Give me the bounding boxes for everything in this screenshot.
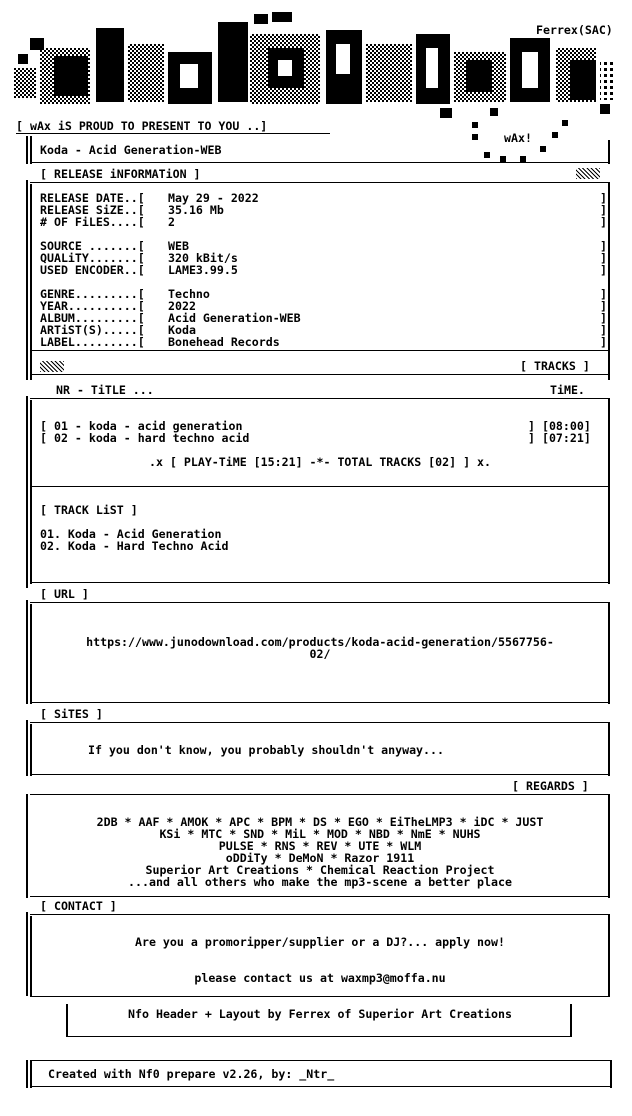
info-close: ] [600, 287, 607, 301]
tracks-shade-left [40, 361, 64, 372]
tracklist-box-left [26, 488, 28, 588]
tracks-summary: .x [ PLAY-TiME [15:21] -*- TOTAL TRACKS [02] ] x. [148, 455, 492, 469]
info-box-bottom [30, 350, 610, 351]
name-box-right [608, 140, 610, 164]
info-label: QUALiTY.......[ [40, 251, 145, 265]
sites-box-left-inner [30, 724, 32, 776]
info-box-left [26, 180, 28, 380]
release-name: Koda - Acid Generation-WEB [40, 143, 222, 157]
info-value: May 29 - 2022 [168, 191, 259, 205]
tracks-box-right [608, 398, 610, 488]
tracks-col-title: NR - TiTLE ... [56, 383, 154, 397]
track-row: [ 02 - koda - hard techno acid [40, 431, 250, 445]
regards-line: PULSE * RNS * REV * UTE * WLM [218, 839, 422, 853]
contact-line: Are you a promoripper/supplier or a DJ?... apply now! [135, 935, 505, 949]
info-label: USED ENCODER..[ [40, 263, 145, 277]
contact-top-rule [30, 914, 610, 915]
name-box-bottom [30, 162, 610, 163]
url-box-bottom [30, 702, 610, 703]
info-close: ] [600, 323, 607, 337]
wax-tag: wAx! [504, 131, 532, 145]
release-info-heading: [ RELEASE iNFORMATiON ] [40, 167, 201, 181]
track-row: [ 01 - koda - acid generation [40, 419, 243, 433]
url-link[interactable]: https://www.junodownload.com/products/koda-acid-generation/5567756- [86, 635, 554, 649]
info-label: YEAR..........[ [40, 299, 145, 313]
proud-underline [16, 133, 330, 134]
footer-box-left [26, 1060, 28, 1088]
info-close: ] [600, 251, 607, 265]
tracklist-item: 01. Koda - Acid Generation [40, 527, 222, 541]
info-value: 320 kBit/s [168, 251, 238, 265]
track-time: ] [08:00] [528, 419, 591, 433]
tracks-heading-rule [30, 374, 610, 375]
info-value: LAME3.99.5 [168, 263, 238, 277]
regards-line: oDDiTy * DeMoN * Razor 1911 [225, 851, 415, 865]
regards-line: KSi * MTC * SND * MiL * MOD * NBD * NmE * NUHS [159, 827, 481, 841]
tracklist-box-right [608, 488, 610, 584]
info-value: Acid Generation-WEB [168, 311, 301, 325]
layout-credit: Nfo Header + Layout by Ferrex of Superior Art Creations [128, 1007, 512, 1021]
tracks-box-left [26, 396, 28, 488]
info-label: RELEASE DATE..[ [40, 191, 145, 205]
info-label: GENRE.........[ [40, 287, 145, 301]
info-close: ] [600, 335, 607, 349]
sites-text: If you don't know, you probably shouldn't anyway... [88, 743, 444, 757]
regards-line: ...and all others who make the mp3-scene a better place [128, 875, 512, 889]
info-value: 2 [168, 215, 175, 229]
name-box-left [26, 136, 28, 164]
regards-box-bottom [30, 896, 610, 897]
footer-text: Created with Nf0 prepare v2.26, by: _Ntr_ [48, 1067, 335, 1081]
sites-box-bottom [30, 774, 610, 775]
info-close: ] [600, 311, 607, 325]
regards-top-rule [30, 794, 610, 795]
track-time: ] [07:21] [528, 431, 591, 445]
tracklist-item: 02. Koda - Hard Techno Acid [40, 539, 229, 553]
contact-email-line[interactable]: please contact us at waxmp3@moffa.nu [194, 971, 446, 985]
info-box-top [30, 182, 610, 183]
heading-shade-right [576, 168, 600, 179]
tracks-heading: [ TRACKS ] [520, 359, 590, 373]
sites-top-rule [30, 722, 610, 723]
info-value: Koda [168, 323, 196, 337]
tracklist-box-left-inner [30, 488, 32, 584]
footer-box-left-inner [30, 1060, 32, 1088]
header-credit: Ferrex(SAC) [536, 23, 613, 37]
contact-heading: [ CONTACT ] [40, 899, 117, 913]
url-top-rule [30, 602, 610, 603]
url-link-cont[interactable]: 02/ [309, 647, 331, 661]
info-value: 35.16 Mb [168, 203, 224, 217]
info-label: RELEASE SiZE..[ [40, 203, 145, 217]
url-heading: [ URL ] [40, 587, 89, 601]
info-label: ARTiST(S).....[ [40, 323, 145, 337]
contact-box-bottom [30, 996, 610, 997]
info-value: 2022 [168, 299, 196, 313]
proud-line: [ wAx iS PROUD TO PRESENT TO YOU ..] [16, 119, 268, 133]
tracks-col-time: TiME. [550, 383, 585, 397]
info-close: ] [600, 263, 607, 277]
info-close: ] [600, 215, 607, 229]
tracks-col-rule [30, 398, 610, 399]
sites-heading: [ SiTES ] [40, 707, 103, 721]
contact-box-left [26, 912, 28, 996]
name-box-left-inner [30, 136, 32, 164]
tracklist-heading: [ TRACK LiST ] [40, 503, 138, 517]
tracklist-box-bottom [30, 582, 610, 583]
tracks-box-left-inner [30, 400, 32, 488]
regards-line: Superior Art Creations * Chemical Reaction Project [145, 863, 495, 877]
info-label: ALBUM.........[ [40, 311, 145, 325]
footer-box-right [610, 1060, 612, 1088]
contact-box-left-inner [30, 916, 32, 996]
info-close: ] [600, 191, 607, 205]
sites-box-right [608, 722, 610, 776]
regards-line: 2DB * AAF * AMOK * APC * BPM * DS * EGO * EiTheLMP3 * iDC * JUST [96, 815, 544, 829]
regards-heading: [ REGARDS ] [512, 779, 589, 793]
regards-box-left [26, 794, 28, 898]
info-close: ] [600, 299, 607, 313]
wax-logo [10, 8, 626, 120]
sites-box-left [26, 720, 28, 776]
info-value: Bonehead Records [168, 335, 280, 349]
footer-box-bottom [30, 1086, 612, 1087]
info-close: ] [600, 203, 607, 217]
info-value: Techno [168, 287, 210, 301]
info-close: ] [600, 239, 607, 253]
info-label: SOURCE .......[ [40, 239, 145, 253]
credit-box-bottom [66, 1036, 572, 1037]
info-value: WEB [168, 239, 189, 253]
info-label: LABEL.........[ [40, 335, 145, 349]
tracks-box-bottom [30, 486, 610, 487]
url-box-left [26, 600, 28, 704]
footer-box-top [30, 1060, 612, 1061]
info-label: # OF FiLES....[ [40, 215, 145, 229]
